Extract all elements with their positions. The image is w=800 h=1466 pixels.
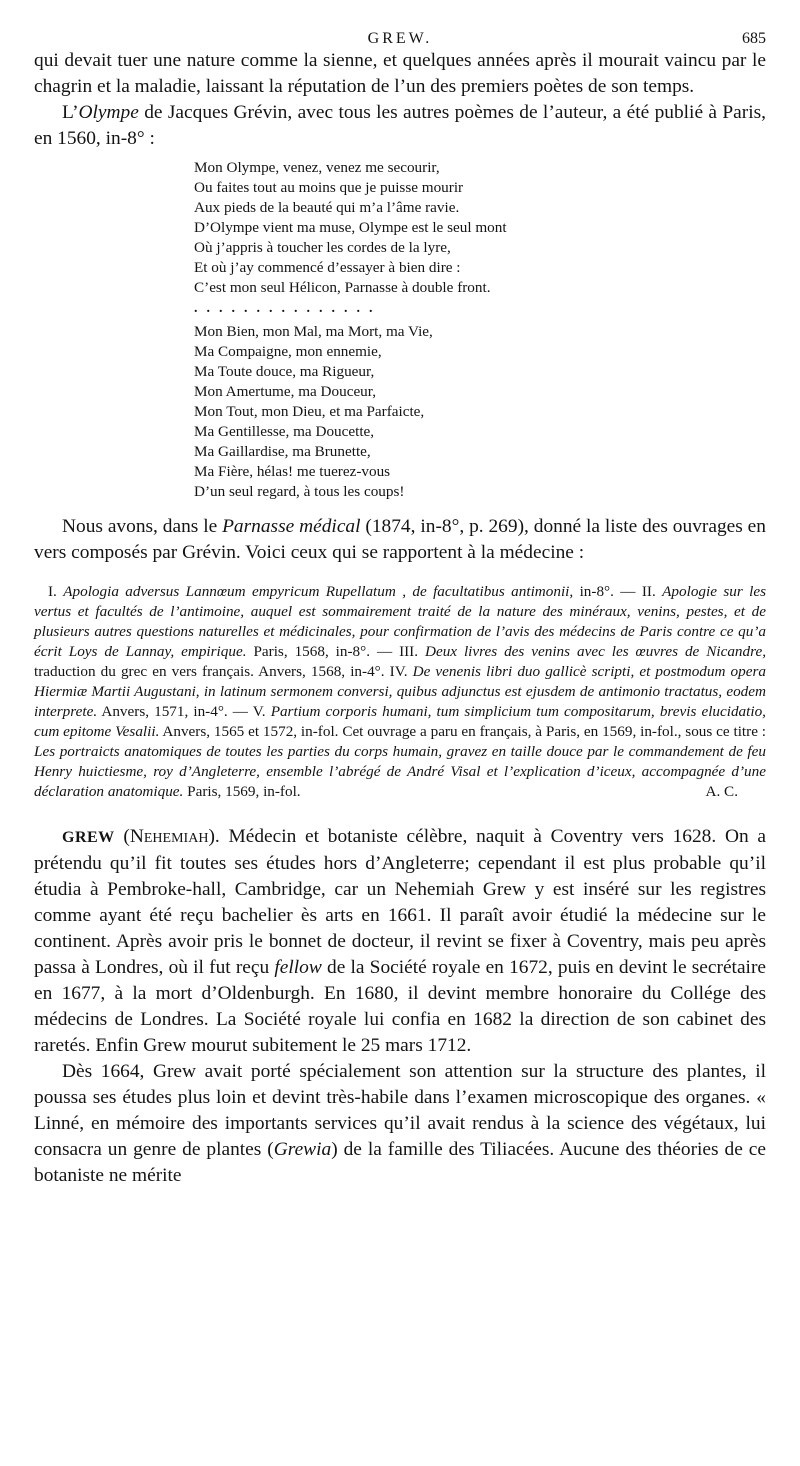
biblio-title: Apologie sur les vertus et facultés de l’antimoine, auquel est sommairement traité de la nature des minéraux, venins, pestes, et de plusieurs autres questions naturelles et médicinales, pour confirmation de l’avis des médecins de Paris contre ce qu’a écrit Loys de Lannay, empirique. [34, 583, 767, 660]
paragraph-olympe [34, 100, 766, 152]
verse-line: D’un seul regard, à tous les coups! [194, 483, 405, 500]
page-number: 685 [742, 30, 766, 47]
entry-text: ( [114, 826, 130, 847]
verse-line: Et où j’ay commencé d’essayer à bien dire : [194, 259, 461, 276]
biblio-text: Anvers, 1571, in-4°. — V. [97, 703, 271, 720]
verse-line: Mon Amertume, ma Douceur, [194, 383, 377, 400]
biblio-text: Paris, 1568, in-8°. — III. [246, 643, 425, 660]
page [34, 22, 766, 1189]
entry-text: de la Société royale en 1672, puis en devint le secrétaire en 1677, à la mort d’Oldenburgh. En 1680, il devint membre honoraire du Collége des médecins de Londres. La Société royale lui confia en 1682 la direction de son cabinet des raretés. Enfin Grew mourut subitement le 25 mars 1712. [34, 957, 767, 1056]
entry-given-name: Nehemiah [129, 826, 209, 847]
biblio-title: Deux livres des venins avec les œuvres de Nicandre, [424, 643, 766, 660]
biblio-title: Les portraicts anatomiques de toutes les parties du corps humain, gravez en taille douce par le commandement de feu Henry huictiesme, roy d’Angleterre, ensemble l’abrégé de André Visal et l’explication d’iceux, accompagnée d’une déclaration anatomique. [34, 743, 766, 800]
parnasse-title: Parnasse médical [222, 516, 361, 537]
paragraph-continuation: qui devait tuer une nature comme la sienne, et quelques années après il mourait vaincu par le chagrin et la maladie, laissant la réputation de l’un des premiers poètes de son temps. [34, 50, 766, 97]
verse-line: Aux pieds de la beauté qui m’a l’âme ravie. [194, 199, 460, 216]
verse-line: Ma Fière, hélas! me tuerez-vous [194, 463, 391, 480]
biblio-text: in-8°. — II. [573, 583, 663, 600]
botany-genus: Grewia [273, 1139, 332, 1160]
verse-line: Où j’appris à toucher les cordes de la lyre, [194, 239, 451, 256]
biblio-title: De venenis libri duo gallicè scripti, et postmodum opera Hiermiæ Martii Augustani, in latinum sermonem conversi, quibus adjunctus est ejusdem de antimonio tractatus, eodem interprete. [34, 663, 766, 720]
verse-line: D’Olympe vient ma muse, Olympe est le seul mont [194, 219, 507, 236]
biblio-text: I. [48, 583, 64, 600]
olympe-title: Olympe [78, 102, 139, 123]
verse-line: Ma Gentillesse, ma Doucette, [194, 423, 375, 440]
running-head [34, 22, 766, 48]
verse-ellipsis: ............... [194, 301, 382, 316]
verse-line: Ou faites tout au moins que je puisse mourir [194, 179, 464, 196]
olympe-prefix: L’ [62, 102, 79, 123]
verse-line: Mon Tout, mon Dieu, et ma Parfaicte, [194, 403, 425, 420]
verse-block-1 [194, 158, 766, 316]
entry-fellow: fellow [274, 957, 322, 978]
running-title: GREW. [367, 30, 433, 47]
botany-text-a: Dès 1664, Grew avait porté spécialement son attention sur la structure des plantes, il poussa ses études plus loin et devint très-habile dans l’examen microscopique des organes. « Linné, en mémoire des importants services qu’il avait rendus à la science des végétaux, lui consacra un genre de plantes ( [34, 1061, 766, 1160]
paragraph-botany [34, 1059, 766, 1189]
entry-grew [34, 824, 766, 1059]
verse-line: C’est mon seul Hélicon, Parnasse à double front. [194, 279, 491, 296]
biblio-title: Partium corporis humani, tum simplicium tum compositarum, brevis elucidatio, cum epitome Vesalii. [34, 703, 766, 740]
biblio-text: Anvers, 1565 et 1572, in-fol. Cet ouvrage a paru en français, à Paris, en 1569, in-fol., sous ce titre : [159, 723, 766, 740]
biblio-text: traduction du grec en vers français. Anvers, 1568, in-4°. IV. [34, 663, 413, 680]
verse-line: Mon Olympe, venez, venez me secourir, [194, 159, 440, 176]
author-signature: A. C. [705, 783, 738, 800]
verse-block-2 [194, 322, 766, 502]
verse-line: Mon Bien, mon Mal, ma Mort, ma Vie, [194, 323, 433, 340]
verse-line: Ma Toute douce, ma Rigueur, [194, 363, 375, 380]
biblio-title: Apologia adversus Lannœum empyricum Rupellatum , de facultatibus antimonii, [63, 583, 574, 600]
olympe-text: de Jacques Grévin, avec tous les autres poèmes de l’auteur, a été publié à Paris, en 1560, in-8° : [34, 102, 766, 149]
verse-line: Ma Compaigne, mon ennemie, [194, 343, 382, 360]
parnasse-text-b: (1874, in-8°, p. 269), donné la liste des ouvrages en vers composés par Grévin. Voici ceux qui se rapportent à la médecine : [34, 516, 766, 563]
entry-headword: GREW [62, 829, 115, 846]
botany-text-b: ) de la famille des Tiliacées. Aucune des théories de ce botaniste ne mérite [34, 1139, 767, 1186]
paragraph-parnasse [34, 514, 766, 566]
verse-line: Ma Gaillardise, ma Brunette, [194, 443, 371, 460]
bibliography [34, 582, 766, 802]
entry-text: ). Médecin et botaniste célèbre, naquit à Coventry vers 1628. On a prétendu qu’il fit toutes ses études hors d’Angleterre; cependant il est plus probable qu’il étudia à Pembroke-hall, Cambridge, car un Nehemiah Grew y est inséré sur les registres comme ayant été reçu bachelier ès arts en 1661. Il paraît avoir étudié la médecine sur le continent. Après avoir pris le bonnet de docteur, il revint se fixer à Coventry, mais peu après passa à Londres, où il fut reçu [34, 826, 766, 978]
parnasse-text-a: Nous avons, dans le [62, 516, 223, 537]
biblio-text: Paris, 1569, in-fol. [183, 783, 301, 800]
